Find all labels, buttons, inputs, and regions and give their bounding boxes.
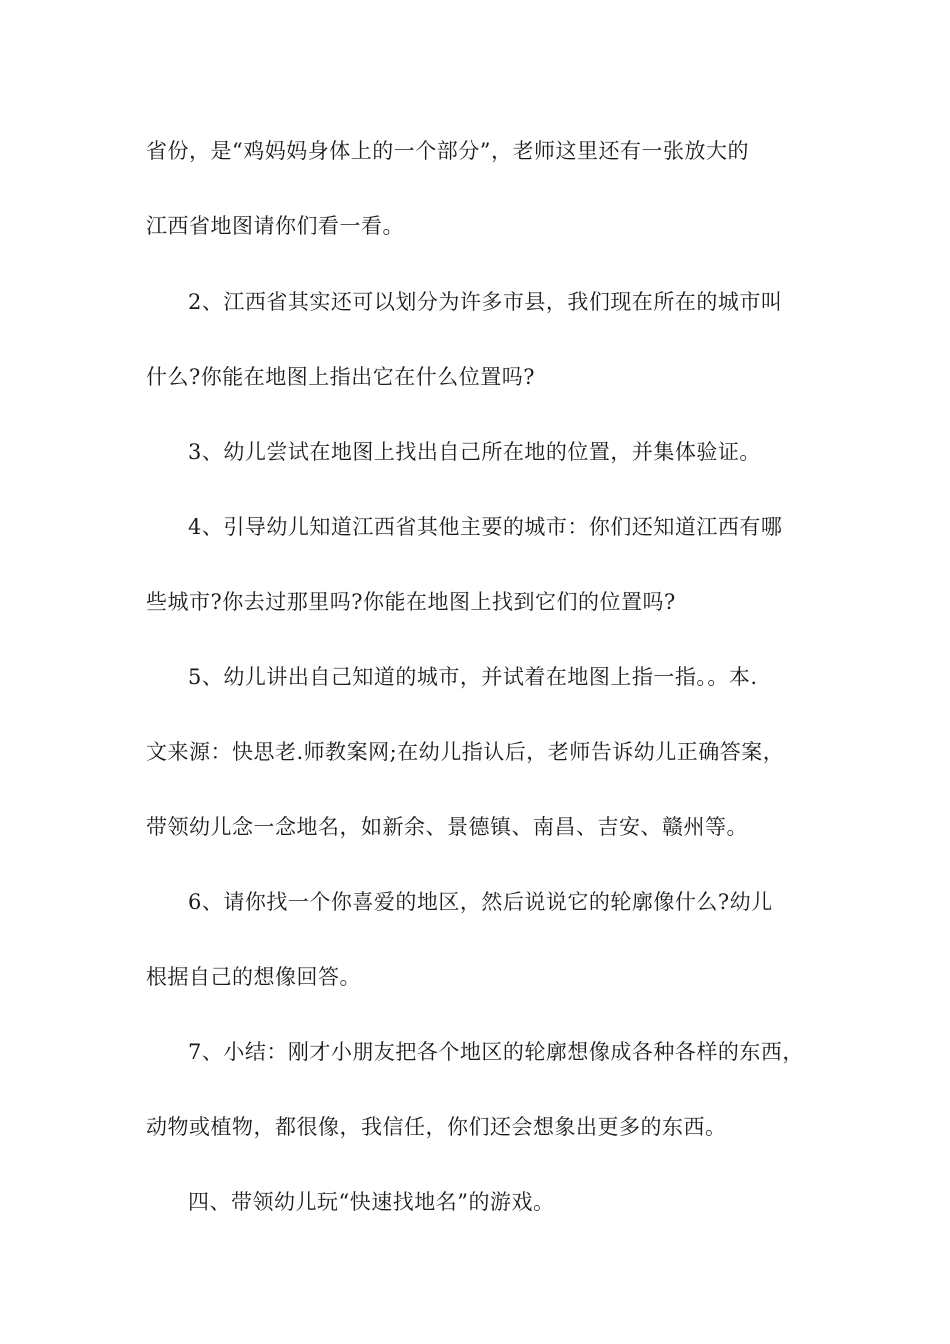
paragraph-line: 四、带领幼儿玩“快速找地名”的游戏。 bbox=[188, 1190, 555, 1214]
paragraph-line: 4、引导幼儿知道江西省其他主要的城市：你们还知道江西有哪 bbox=[188, 515, 783, 539]
paragraph-line: 根据自己的想像回答。 bbox=[146, 965, 361, 989]
paragraph-line: 些城市?你去过那里吗?你能在地图上找到它们的位置吗? bbox=[146, 590, 676, 614]
paragraph-line: 6、请你找一个你喜爱的地区，然后说说它的轮廓像什么?幼儿 bbox=[188, 890, 773, 914]
paragraph-line: 文来源：快思老.师教案网;在幼儿指认后，老师告诉幼儿正确答案， bbox=[146, 740, 785, 764]
paragraph-line: 3、幼儿尝试在地图上找出自己所在地的位置，并集体验证。 bbox=[188, 440, 761, 464]
paragraph-line: 7、小结：刚才小朋友把各个地区的轮廓想像成各种各样的东西， bbox=[188, 1040, 804, 1064]
paragraph-line: 江西省地图请你们看一看。 bbox=[146, 214, 404, 238]
paragraph-line: 省份，是“鸡妈妈身体上的一个部分”，老师这里还有一张放大的 bbox=[146, 139, 749, 163]
paragraph-line: 带领幼儿念一念地名，如新余、景德镇、南昌、吉安、赣州等。 bbox=[146, 815, 748, 839]
paragraph-line: 2、江西省其实还可以划分为许多市县，我们现在所在的城市叫 bbox=[188, 290, 783, 314]
paragraph-line: 什么?你能在地图上指出它在什么位置吗? bbox=[146, 365, 536, 389]
paragraph-line: 动物或植物，都很像，我信任，你们还会想象出更多的东西。 bbox=[146, 1115, 727, 1139]
paragraph-line: 5、幼儿讲出自己知道的城市，并试着在地图上指一指。。本. bbox=[188, 665, 758, 689]
